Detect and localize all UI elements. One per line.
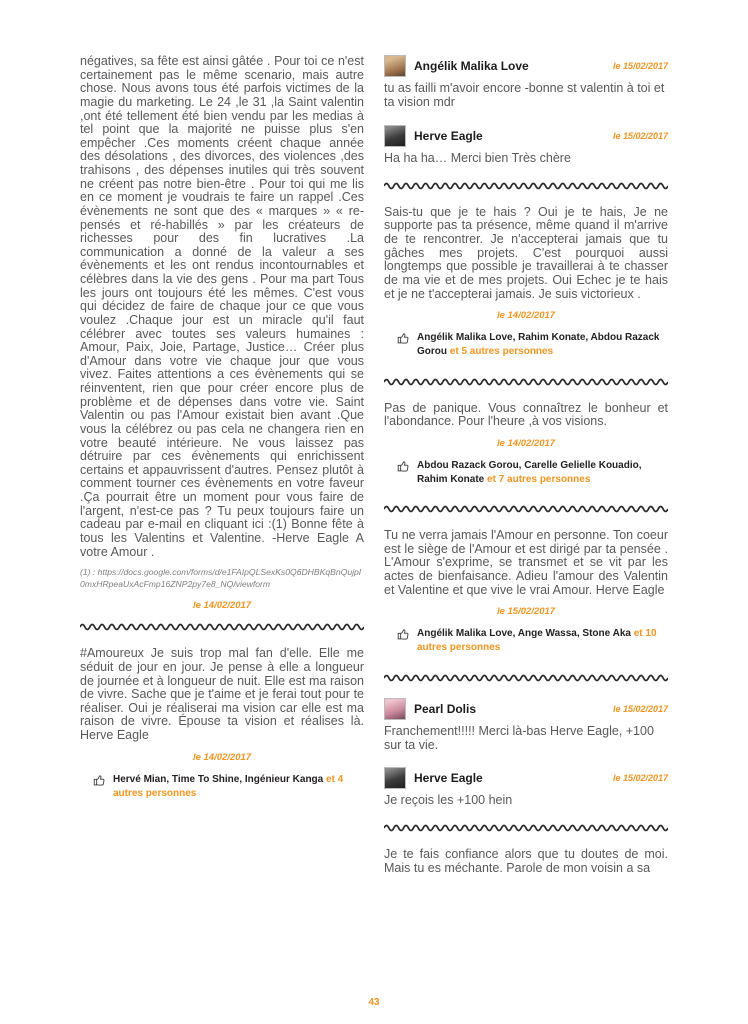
left-column [80, 55, 364, 884]
comment-author: Angélik Malika Love [414, 59, 529, 73]
likes-names: Abdou Razack Gorou, Carelle Gelielle Kouadio, Rahim Konate [417, 459, 642, 485]
comment-date: le 15/02/2017 [612, 61, 668, 71]
thumbs-up-icon [93, 774, 106, 787]
comment-body: tu as failli m'avoir encore -bonne st valentin à toi et ta vision mdr [384, 81, 665, 110]
avatar [384, 698, 406, 720]
post-date: le 14/02/2017 [496, 310, 556, 322]
post-date: le 14/02/2017 [192, 751, 252, 763]
post-date: le 14/02/2017 [192, 600, 252, 612]
comment-header [384, 767, 668, 789]
likes-more: et 7 autres personnes [487, 473, 591, 485]
likes-names: Angélik Malika Love, Rahim Konate, Abdou Razack Gorou [417, 332, 660, 358]
likes-text [417, 459, 668, 487]
thumbs-up-icon [397, 332, 410, 345]
post-text: Sais-tu que je te hais ? Oui je te hais, Je ne supporte pas ta présence, même quand il m'arrive de te rencontrer. Je n'accepterai jamais que tu gâches mes projets. C'est pourquoi aussi longtemps que possible je travaillerai à te chasser de ma vie et de mes projets. Oui Echec je te hais et je ne t'accepterai jamais. Je suis victorieux . [384, 204, 668, 301]
comment-header [384, 698, 668, 720]
likes-names: Angélik Malika Love, Ange Wassa, Stone Aka [417, 628, 631, 640]
comment-date: le 15/02/2017 [612, 703, 668, 714]
wavy-divider [384, 503, 668, 513]
comment-header [384, 55, 668, 77]
comment-author: Herve Eagle [414, 128, 483, 143]
post-text: Tu ne verra jamais l'Amour en personne. Ton coeur est le siège de l'Amour et est dirigé par ta pensée . L'Amour s'exprime, se transmet et se vit par les actes de bienfaisance. Adieu l'amour des Valentin et Valentine et que vive le vrai Amour. Herve Eagle [384, 528, 668, 597]
likes-row [384, 331, 668, 359]
likes-text [113, 773, 364, 801]
footnote-link[interactable]: (1) : https://docs.google.com/forms/d/e1FAIpQLSexKs0Q6DHBKqBnQujpI0mxHRpeaUxAcFmp16ZNP2py7e8_NQ/viewform [80, 567, 362, 589]
avatar [384, 125, 406, 147]
comment [384, 125, 668, 165]
page-number: 43 [368, 997, 380, 1008]
thumbs-up-icon [397, 460, 410, 473]
comment-header [384, 125, 668, 147]
thumbs-up-icon [397, 628, 410, 641]
comment [384, 698, 668, 753]
comment-author: Pearl Dolis [414, 701, 477, 716]
likes-names: Hervé Mian, Time To Shine, Ingénieur Kanga [113, 773, 324, 785]
post-text: Je te fais confiance alors que tu doutes de moi. Mais tu es méchante. Parole de mon voisin a sa [384, 847, 668, 875]
avatar [384, 767, 406, 789]
comment-body: Franchement!!!!! Merci là-bas Herve Eagle, +100 sur ta vie. [384, 723, 654, 752]
comment-date: le 15/02/2017 [612, 773, 668, 784]
comment-author: Herve Eagle [414, 771, 483, 786]
wavy-divider [384, 180, 668, 190]
likes-text [417, 331, 668, 359]
comment-body: Ha ha ha… Merci bien Très chère [384, 150, 571, 165]
likes-row [384, 459, 668, 487]
right-column [384, 55, 668, 884]
likes-more: et 10 autres personnes [417, 628, 657, 654]
post-date: le 14/02/2017 [496, 437, 556, 449]
comment [384, 55, 668, 110]
likes-row [80, 773, 364, 801]
wavy-divider [80, 621, 364, 631]
post-date: le 15/02/2017 [496, 606, 556, 618]
likes-row [384, 627, 668, 655]
wavy-divider [384, 822, 668, 832]
post-text: négatives, sa fête est ainsi gâtée . Pour toi ce n'est certainement pas le même scenario, mais autre chose. Nous avons tous été parfois victimes de la magie du marketing. Le 24 ,le 31 ,la Saint valentin ,ont été tellement été bien vendu par les medias à tel point que la majorité ne puisse plus s'en empêcher .Ces moments créent chaque année des désolations , des divorces, des violences ,des trahisons , des dépenses inutiles qui très souvent ne créent pas notre bien-être . Pour toi qui me lis en ce moment je voudrais te faire un rappel .Ces évènements ne sont que des « marques » « re-pensés et ré-habillés » par les créateurs de richesses pour des fin lucratives .La communication a donné de la valeur a ses évènements et les ont rendus incontournables et célèbres dans la vie des gens . Pour ma part Tous les jours ont toujours été les mêmes. C'est vous qui décidez de faire de chaque jour ce que vous voulez .Chaque jour est un miracle qu'il faut célébrer avec toutes ses valeurs humaines : Amour, Paix, Joie, Partage, Justice… Créer plus d'Amour dans votre vie chaque jour que vous vivez. Faites attentions a ces évènements qui se réinventent, rien que pour créer encore plus de problème et de dépenses dans votre vie. Saint Valentin ou pas l'Amour existait bien avant .Que vous la célébrez ou pas cela ne changera rien en votre beauté intérieure. Ne vous laissez pas détruire par ces évènements qui enrichissent certains et appauvrissent d'autres. Pensez plutôt à comment tourner ces évènements en votre faveur .Ça pourrait être un moment pour vous faire de l'argent, n'est-ce pas ? Tu peux toujours faire un cadeau par e-mail en cliquant ici :(1) Bonne fête à tous les Valentins et Valentine. -Herve Eagle A votre Amour . [80, 54, 364, 559]
post-text: #Amoureux Je suis trop mal fan d'elle. Elle me séduit de jour en jour. Je pense à elle a longueur de journée et à longueur de nuit. Elle est ma raison de vivre. Sache que je t'aime et je ferai tout pour te réaliser. Oui je réaliserai ma vision car elle est ma raison de vivre. Épouse ta vision et réalises là. Herve Eagle [80, 646, 364, 743]
comment-body: Je reçois les +100 hein [384, 793, 513, 808]
avatar [384, 55, 406, 77]
wavy-divider [384, 376, 668, 386]
comment-date: le 15/02/2017 [612, 130, 668, 141]
likes-more: et 4 autres personnes [113, 773, 344, 799]
likes-more: et 5 autres personnes [449, 346, 554, 358]
comment [384, 767, 668, 807]
wavy-divider [384, 672, 668, 682]
post-text: Pas de panique. Vous connaîtrez le bonheur et l'abondance. Pour l'heure ,à vos visions. [384, 400, 668, 429]
likes-text [417, 627, 668, 655]
